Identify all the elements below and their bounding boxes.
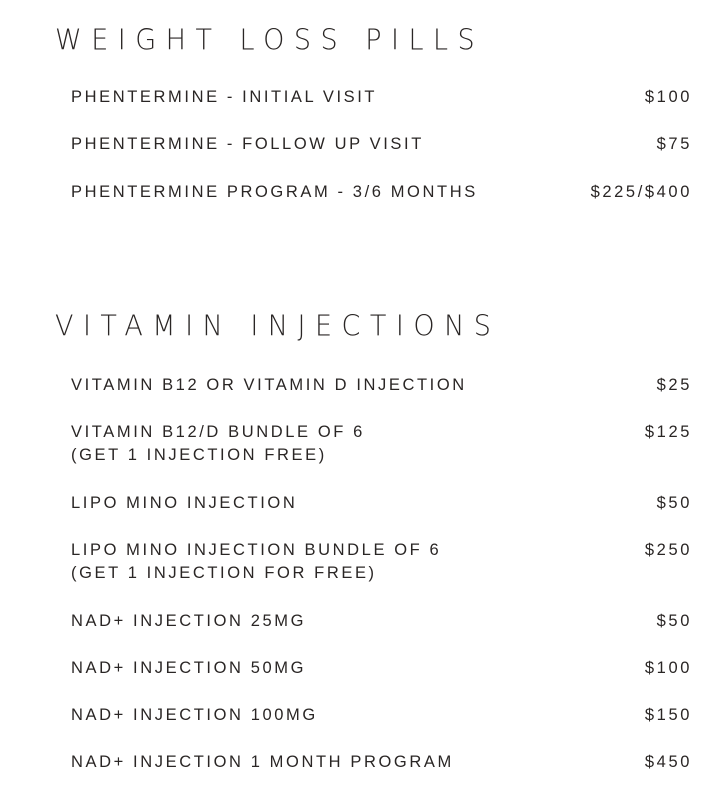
price-row xyxy=(71,704,692,727)
price-row xyxy=(71,86,692,109)
price-row xyxy=(71,751,692,774)
service-name: NAD+ INJECTION 50MG xyxy=(71,659,307,677)
service-price: $450 xyxy=(644,753,692,771)
service-name: NAD+ INJECTION 1 MONTH PROGRAM xyxy=(71,753,454,771)
service-name: LIPO MINO INJECTION xyxy=(71,494,298,512)
service-price: $100 xyxy=(644,659,692,677)
service-name: PHENTERMINE - FOLLOW UP VISIT xyxy=(71,135,424,153)
price-row xyxy=(71,492,692,515)
service-name: NAD+ INJECTION 100MG xyxy=(71,706,318,724)
price-row xyxy=(71,421,692,467)
price-row xyxy=(71,133,692,156)
price-row xyxy=(71,610,692,633)
section-title-vitamin-injections: VITAMIN INJECTIONS xyxy=(55,310,501,343)
service-name: PHENTERMINE - INITIAL VISIT xyxy=(71,88,378,106)
service-price: $125 xyxy=(644,423,692,441)
price-row xyxy=(71,539,692,585)
service-name: VITAMIN B12/D BUNDLE OF 6 (GET 1 INJECTION FREE) xyxy=(71,423,365,464)
service-price: $25 xyxy=(656,376,692,394)
price-row xyxy=(71,657,692,680)
service-price: $50 xyxy=(656,612,692,630)
service-name: NAD+ INJECTION 25MG xyxy=(71,612,307,630)
price-row xyxy=(71,181,692,204)
service-name: LIPO MINO INJECTION BUNDLE OF 6 (GET 1 INJECTION FOR FREE) xyxy=(71,541,442,582)
service-name: PHENTERMINE PROGRAM - 3/6 MONTHS xyxy=(71,183,478,201)
service-name: VITAMIN B12 OR VITAMIN D INJECTION xyxy=(71,376,467,394)
section-title-weight-loss-pills: WEIGHT LOSS PILLS xyxy=(55,24,485,57)
service-price: $250 xyxy=(644,541,692,559)
service-price: $50 xyxy=(656,494,692,512)
service-price: $150 xyxy=(644,706,692,724)
service-price: $225/$400 xyxy=(590,183,692,201)
service-price: $100 xyxy=(644,88,692,106)
price-row xyxy=(71,374,692,397)
service-price: $75 xyxy=(656,135,692,153)
